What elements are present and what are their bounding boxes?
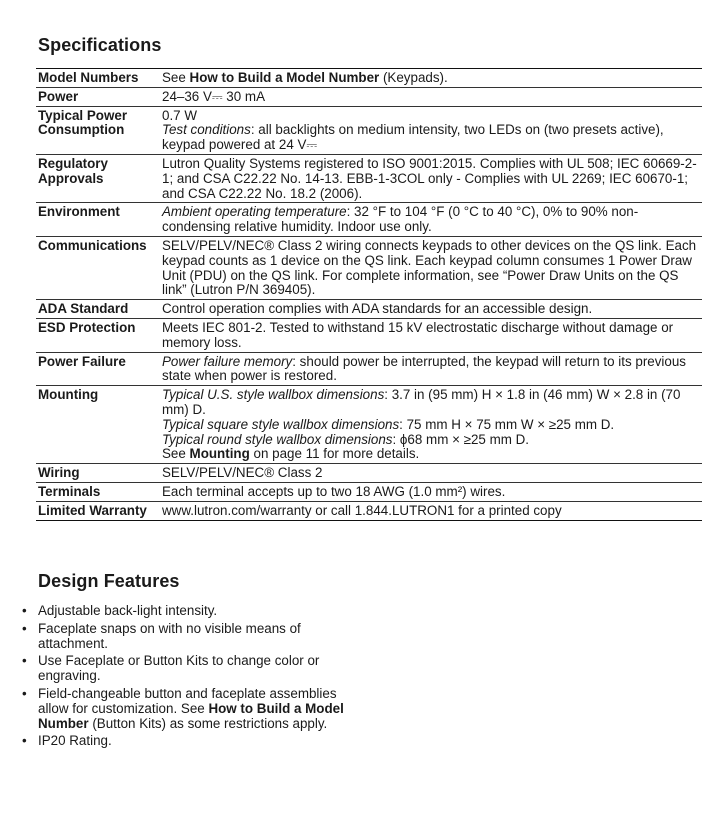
- spec-label: Power Failure: [38, 353, 126, 369]
- spec-value: [160, 106, 702, 154]
- spec-value: [160, 69, 702, 88]
- value-text: : all backlights on medium intensity, two LEDs on (two presets active), keypad powered at 24 V⎓: [162, 122, 664, 153]
- value-text: (Button Kits) as some restrictions apply.: [88, 715, 328, 731]
- bold-reference-text: Mounting: [189, 446, 250, 462]
- spec-value: [160, 482, 702, 501]
- spec-label: Model Numbers: [38, 70, 139, 85]
- spec-row: [36, 300, 702, 319]
- spec-label: Terminals: [38, 483, 101, 499]
- specifications-heading: Specifications: [38, 35, 162, 55]
- spec-row: [36, 501, 702, 520]
- spec-row: [36, 69, 702, 88]
- spec-value: [160, 386, 702, 464]
- value-text: (Keypads).: [379, 70, 448, 85]
- value-text: Each terminal accepts up to two 18 AWG (1.0 mm²) wires.: [162, 483, 506, 499]
- value-text: See: [162, 70, 190, 85]
- spec-value: [160, 464, 702, 483]
- value-text: IP20 Rating.: [38, 733, 112, 749]
- spec-value: [160, 154, 702, 202]
- value-text: : 3.7 in (95 mm) H × 1.8 in (46 mm) W × 2.8 in (70 mm) D.: [162, 387, 681, 417]
- spec-row: [36, 236, 702, 299]
- value-text: www.lutron.com/warranty or call 1.844.LUTRON1 for a printed copy: [162, 502, 562, 518]
- spec-value: [160, 87, 702, 106]
- value-text: : should power be interrupted, the keypad will return to its previous state when power is restored.: [162, 353, 686, 384]
- value-text: 0.7 W: [162, 107, 197, 123]
- spec-label: Mounting: [38, 387, 99, 403]
- spec-row: [36, 318, 702, 352]
- spec-label: ADA Standard: [38, 301, 129, 317]
- value-text: Control operation complies with ADA standards for an accessible design.: [162, 301, 593, 317]
- spec-value: [160, 300, 702, 319]
- spec-label: Environment: [38, 204, 120, 220]
- italic-term-text: Typical U.S. style wallbox dimensions: [162, 387, 385, 403]
- value-text: Adjustable back-light intensity.: [38, 603, 218, 618]
- bold-reference-text: How to Build a Model Number: [38, 700, 344, 731]
- spec-label: Communications: [38, 237, 147, 253]
- spec-label: Wiring: [38, 465, 80, 481]
- value-text: SELV/PELV/NEC® Class 2 wiring connects keypads to other devices on the QS link. Each keypad counts as 1 device on the QS link. Each keypad column consumes 1 Power Draw Unit (PDU) on the QS link. For complete information, see “Power Draw Units on the QS link” (Lutron P/N 369405).: [162, 237, 697, 298]
- italic-term-text: Power failure memory: [162, 353, 293, 369]
- spec-row: [36, 464, 702, 483]
- value-text: Faceplate snaps on with no visible means of attachment.: [38, 620, 301, 651]
- design-feature-item: [38, 604, 348, 619]
- value-text: 24–36 V⎓ 30 mA: [162, 88, 265, 104]
- design-features-heading: Design Features: [38, 571, 180, 591]
- spec-label: Regulatory Approvals: [38, 155, 108, 186]
- spec-value: [160, 501, 702, 520]
- value-text: Field-changeable button and faceplate assemblies allow for customization. See: [38, 685, 337, 716]
- value-text: : 32 °F to 104 °F (0 °C to 40 °C), 0% to 90% non-condensing relative humidity. Indoor use only.: [162, 204, 639, 235]
- value-text: Meets IEC 801-2. Tested to withstand 15 kV electrostatic discharge without damage or memory loss.: [162, 319, 674, 350]
- design-feature-item: [38, 734, 348, 749]
- spec-row: [36, 154, 702, 202]
- spec-row: [36, 352, 702, 386]
- design-feature-item: [38, 687, 348, 731]
- value-text: See: [162, 446, 190, 462]
- spec-row: [36, 203, 702, 237]
- italic-term-text: Typical round style wallbox dimensions: [162, 431, 393, 447]
- italic-term-text: Test conditions: [162, 122, 251, 138]
- value-text: SELV/PELV/NEC® Class 2: [162, 465, 323, 481]
- spec-value: [160, 236, 702, 299]
- design-feature-item: [38, 654, 348, 684]
- spec-value: [160, 318, 702, 352]
- spec-label: Limited Warranty: [38, 502, 147, 518]
- spec-value: [160, 352, 702, 386]
- specifications-table: [36, 68, 702, 521]
- value-text: : ϕ68 mm × ≥25 mm D.: [392, 431, 529, 447]
- value-text: on page 11 for more details.: [249, 446, 420, 462]
- design-features-list: [20, 604, 348, 752]
- value-text: Use Faceplate or Button Kits to change color or engraving.: [38, 653, 320, 684]
- spec-label: Typical Power Consumption: [38, 107, 128, 138]
- bold-reference-text: How to Build a Model Number: [189, 70, 380, 85]
- italic-term-text: Typical square style wallbox dimensions: [162, 416, 400, 432]
- spec-row: [36, 106, 702, 154]
- spec-row: [36, 87, 702, 106]
- value-text: Lutron Quality Systems registered to ISO 9001:2015. Complies with UL 508; IEC 60669-2-1; and CSA C22.22 No. 14-13. EBB-1-3COL only - Complies with UL 2269; IEC 60670-1; and CSA C22.22 No. 18.2 (2006).: [162, 155, 697, 201]
- spec-row: [36, 482, 702, 501]
- spec-label: Power: [38, 88, 79, 104]
- design-feature-item: [38, 622, 348, 652]
- italic-term-text: Ambient operating temperature: [162, 204, 347, 220]
- spec-row: [36, 386, 702, 464]
- spec-label: ESD Protection: [38, 319, 136, 335]
- value-text: : 75 mm H × 75 mm W × ≥25 mm D.: [399, 416, 615, 432]
- spec-value: [160, 203, 702, 237]
